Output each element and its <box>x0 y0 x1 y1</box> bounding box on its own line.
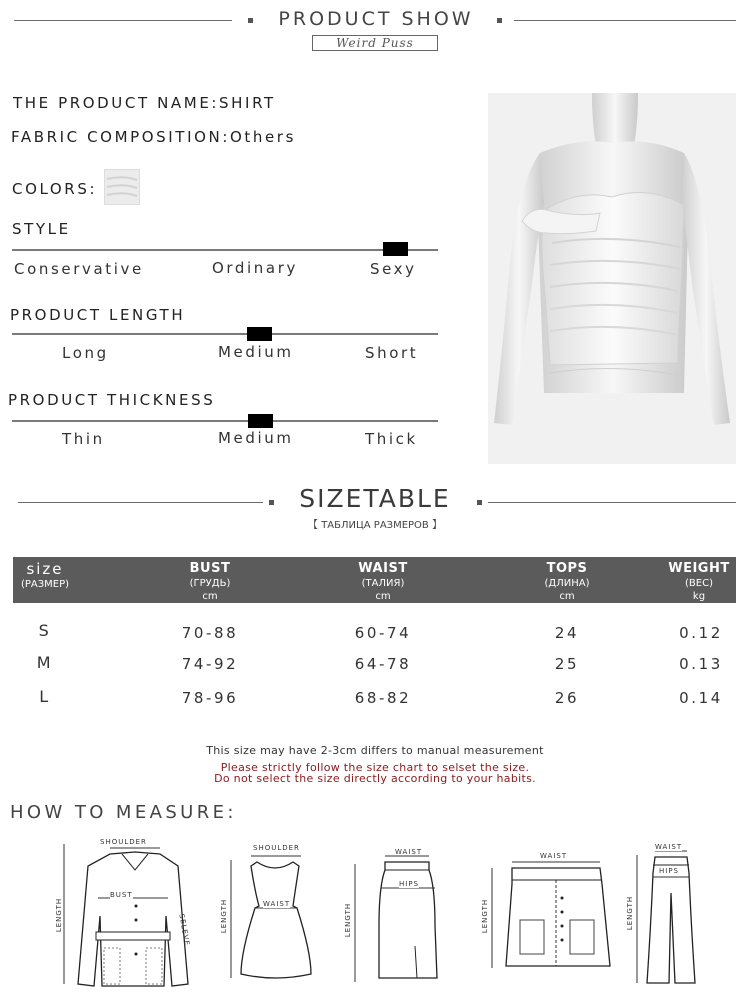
jacket-measure-diagram <box>50 836 200 994</box>
shoulder-label-2: SHOULDER <box>253 844 300 852</box>
sizetable-dot-right <box>477 500 482 505</box>
style-option-conservative: Conservative <box>14 260 144 278</box>
cell-waist: 60-74 <box>354 624 412 642</box>
cell-weight: 0.14 <box>679 689 723 707</box>
shorts-illustration <box>478 850 613 980</box>
style-option-sexy: Sexy <box>370 260 417 278</box>
cell-bust: 78-96 <box>181 689 239 707</box>
length-label: PRODUCT LENGTH <box>10 306 186 324</box>
waist-label-5: WAIST <box>655 843 683 851</box>
cell-bust: 74-92 <box>181 655 239 673</box>
length-marker <box>247 327 272 341</box>
length-option-long: Long <box>62 344 109 362</box>
dress-illustration <box>215 842 315 992</box>
hips-label-3: HIPS <box>399 880 419 888</box>
header-weight: WEIGHT (ВЕС) kg <box>668 561 730 602</box>
mannequin-top-image <box>488 93 736 464</box>
size-warning-2: Do not select the size directly according to your habits. <box>214 772 536 785</box>
header-dot-left <box>248 18 253 23</box>
sizetable-dot-left <box>269 500 274 505</box>
waist-label-3: WAIST <box>395 848 423 856</box>
cell-size: S <box>38 621 52 640</box>
cell-waist: 68-82 <box>354 689 412 707</box>
sizetable-subtitle: 【 ТАБЛИЦА РАЗМЕРОВ 】 <box>308 520 442 531</box>
cell-tops: 26 <box>554 689 580 707</box>
sizetable-rule-left <box>18 502 263 503</box>
fabric-composition: FABRIC COMPOSITION:Others <box>11 128 296 146</box>
colors-label: COLORS: <box>12 180 98 198</box>
bust-label: BUST <box>110 891 133 899</box>
thickness-option-thick: Thick <box>365 430 418 448</box>
brand-box <box>312 35 438 51</box>
header-bust: BUST (ГРУДЬ) cm <box>189 561 231 602</box>
cell-weight: 0.12 <box>679 624 723 642</box>
cell-size: M <box>36 653 54 672</box>
sizetable-title: SIZETABLE <box>299 484 451 513</box>
length-label-3: LENGTH <box>344 902 353 938</box>
cell-size: L <box>39 687 51 706</box>
pants-measure-diagram <box>625 843 705 993</box>
hips-label-5: HIPS <box>659 867 679 875</box>
cell-weight: 0.13 <box>679 655 723 673</box>
sizetable-rule-right <box>488 502 736 503</box>
length-label-1: LENGTH <box>55 897 64 933</box>
cell-tops: 24 <box>554 624 580 642</box>
cell-tops: 25 <box>554 655 580 673</box>
sleeve-label: SELEVE <box>177 913 191 947</box>
color-swatch-white[interactable] <box>104 169 140 205</box>
brand-name: Weird Puss <box>336 36 414 50</box>
fabric-texture-icon <box>105 170 139 204</box>
waist-label-4: WAIST <box>540 852 568 860</box>
pants-illustration <box>625 843 705 993</box>
thickness-marker <box>248 414 273 428</box>
cell-waist: 64-78 <box>354 655 412 673</box>
length-label-2: LENGTH <box>220 898 229 934</box>
length-label-4: LENGTH <box>481 898 490 934</box>
skirt-measure-diagram <box>345 846 445 992</box>
dress-measure-diagram <box>215 842 315 992</box>
waist-label-2: WAIST <box>263 900 291 908</box>
measurement-note: This size may have 2-3cm differs to manual measurement <box>206 744 544 757</box>
size-warning-1: Please strictly follow the size chart to selset the size. <box>220 761 530 774</box>
header-dot-right <box>497 18 502 23</box>
thickness-scale <box>12 420 438 422</box>
header-tops: TOPS (ДЛИНА) cm <box>544 561 590 602</box>
thickness-option-thin: Thin <box>62 430 105 448</box>
product-name: THE PRODUCT NAME:SHIRT <box>13 94 276 112</box>
cell-bust: 70-88 <box>181 624 239 642</box>
length-label-5: LENGTH <box>626 895 635 931</box>
header-rule-right <box>514 20 736 21</box>
length-scale <box>12 333 438 335</box>
length-option-short: Short <box>365 344 419 362</box>
thickness-option-medium: Medium <box>218 429 294 447</box>
style-option-ordinary: Ordinary <box>212 259 298 277</box>
header-rule-left <box>14 20 232 21</box>
header-waist: WAIST (ТАЛИЯ) cm <box>358 561 408 602</box>
page-title: PRODUCT SHOW <box>278 8 474 30</box>
style-marker <box>383 242 408 256</box>
how-to-measure-title: HOW TO MEASURE: <box>10 802 237 823</box>
product-photo <box>488 93 736 464</box>
thickness-label: PRODUCT THICKNESS <box>8 391 216 409</box>
shoulder-label: SHOULDER <box>100 838 147 846</box>
header-size: size (РАЗМЕР) <box>20 560 70 590</box>
shorts-measure-diagram <box>478 850 613 980</box>
size-table-header <box>13 557 736 603</box>
style-label: STYLE <box>12 220 71 238</box>
skirt-illustration <box>345 846 445 992</box>
style-scale <box>12 249 438 251</box>
length-option-medium: Medium <box>218 343 294 361</box>
